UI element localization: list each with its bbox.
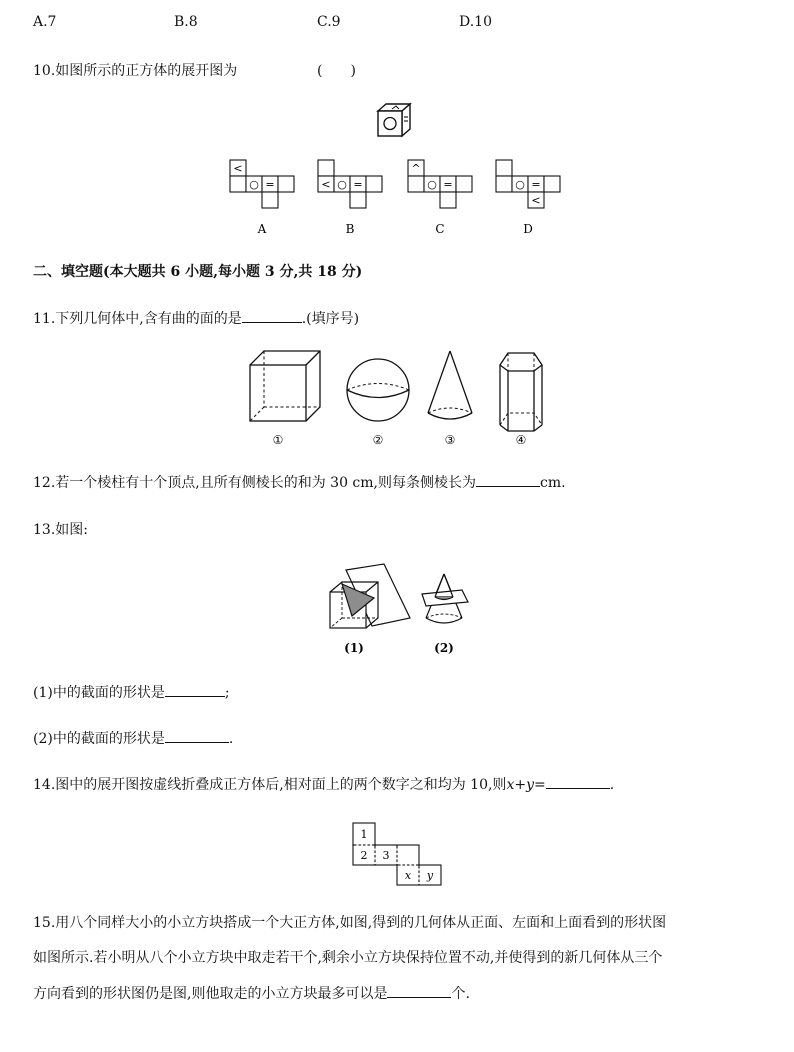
net-D-row-cell (528, 176, 544, 192)
net-A-bottom-cell (262, 192, 278, 208)
q10-answer-paren: ( ) (317, 63, 356, 79)
q14-expr-y: y (526, 777, 534, 793)
q14-text: 14.图中的展开图按虚线折叠成正方体后,相对面上的两个数字之和均为 10,则 (33, 777, 507, 793)
net-cell-y: y (426, 869, 434, 882)
q9-option-a: A.7 (33, 14, 57, 30)
q10-text: 10.如图所示的正方体的展开图为 (33, 63, 238, 79)
cone-cross-section (422, 574, 468, 623)
q12-text: 12.若一个棱柱有十个顶点,且所有侧棱长的和为 30 cm,则每条侧棱长为 (33, 475, 476, 491)
net-cell-3: 3 (382, 849, 390, 862)
net-D-row-cell (544, 176, 560, 192)
q11-suffix: .(填序号) (301, 311, 360, 327)
net-C-row-cell (440, 176, 456, 192)
net-C-row-cell (408, 176, 424, 192)
net-C-row-cell (424, 176, 440, 192)
q9-option-d: D.10 (459, 14, 492, 30)
net-symbol: ○ (515, 178, 525, 191)
cube-cross-section (330, 564, 410, 628)
q14-expr-x: x (506, 777, 515, 793)
q12-suffix: cm. (540, 475, 566, 491)
net-symbol: = (353, 178, 363, 191)
net-cell-2: 2 (360, 849, 368, 862)
q13-line1 (33, 682, 230, 703)
q15-line3-text: 方向看到的形状图仍是图,则他取走的小立方块最多可以是 (33, 986, 388, 1002)
prism-solid (500, 353, 542, 431)
solid-label-3: ③ (444, 433, 456, 447)
net-A-top-cell (230, 160, 246, 176)
solid-label-4: ④ (515, 433, 527, 447)
net-option-label: A (257, 222, 267, 236)
net-B-top-cell (318, 160, 334, 176)
net-B-row-cell (350, 176, 366, 192)
q15-line3 (33, 983, 470, 1004)
q15-line2: 如图所示.若小明从八个小立方块中取走若干个,剩余小立方块保持位置不动,并使得到的新几何体从三个 (33, 950, 663, 966)
net-option-label: C (435, 222, 445, 236)
net-C-top-cell (408, 160, 424, 176)
net-A-row-cell (230, 176, 246, 192)
fig-label-1: (1) (344, 641, 364, 655)
q14-answer-blank[interactable] (546, 774, 610, 789)
net-D-row-cell (512, 176, 528, 192)
cone-solid (428, 351, 472, 419)
q9-option-b: B.8 (174, 14, 198, 30)
q15-suffix: 个. (451, 986, 470, 1002)
fig-label-2: (2) (434, 641, 454, 655)
net-symbol: = (443, 178, 453, 191)
q14-expr-eq: = (534, 777, 546, 793)
q12-answer-blank[interactable] (476, 472, 540, 487)
q10-question (33, 61, 356, 81)
q15-line1: 15.用八个同样大小的小立方块搭成一个大正方体,如图,得到的几何体从正面、左面和上面看到的形状图 (33, 915, 667, 931)
q13-section-figure (322, 560, 472, 660)
q11-question (33, 308, 359, 329)
net-symbol: ○ (249, 178, 259, 191)
cube-solid (250, 351, 320, 421)
net-symbol: = (265, 178, 275, 191)
solid-label-1: ① (272, 433, 284, 447)
q12-question (33, 472, 566, 493)
q11-solids-figure (240, 345, 560, 450)
q11-answer-blank[interactable] (242, 308, 302, 323)
q13-line2 (33, 728, 233, 749)
net-symbol: ○ (337, 178, 347, 191)
q9-option-c: C.9 (317, 14, 341, 30)
net-symbol: < (321, 178, 331, 191)
net-A-row-cell (246, 176, 262, 192)
q13-blank-2[interactable] (165, 728, 229, 743)
net-symbol: < (233, 162, 243, 175)
solid-label-2: ② (372, 433, 384, 447)
net-cell-x: x (404, 869, 412, 882)
net-symbol: < (531, 194, 541, 207)
q14-question (33, 774, 614, 795)
q14-suffix: . (609, 777, 615, 793)
net-A-row-cell (278, 176, 294, 192)
q13-line1-text: (1)中的截面的形状是 (33, 685, 165, 701)
net-option-label: D (523, 222, 533, 236)
net-symbol: ○ (427, 178, 437, 191)
net-C-bottom-cell (440, 192, 456, 208)
net-D-row-cell (496, 176, 512, 192)
net-B-row-cell (318, 176, 334, 192)
net-B-row-cell (334, 176, 350, 192)
q14-net-figure (350, 820, 450, 890)
net-option-label: B (345, 222, 355, 236)
net-B-row-cell (366, 176, 382, 192)
q13-blank-1[interactable] (165, 682, 225, 697)
net-C-row-cell (456, 176, 472, 192)
net-B-bottom-cell (350, 192, 366, 208)
q10-net-options (200, 155, 600, 240)
q11-text: 11.下列几何体中,含有曲的面的是 (33, 311, 242, 327)
net-symbol: = (531, 178, 541, 191)
q15-answer-blank[interactable] (387, 983, 451, 998)
q13-line2-suffix: . (228, 731, 234, 747)
net-symbol: ^ (411, 162, 421, 175)
sphere-solid (347, 359, 409, 421)
q13-question: 13.如图: (33, 522, 88, 538)
section2-heading: 二、填空题(本大题共 6 小题,每小题 3 分,共 18 分) (33, 264, 363, 280)
q13-line1-suffix: ; (224, 685, 230, 701)
q14-expr-plus: + (514, 777, 527, 793)
net-cell-1: 1 (360, 828, 368, 841)
net-A-row-cell (262, 176, 278, 192)
net-D-bottom-cell (528, 192, 544, 208)
net-D-top-cell (496, 160, 512, 176)
q10-cube-figure (374, 101, 414, 139)
q13-line2-text: (2)中的截面的形状是 (33, 731, 165, 747)
